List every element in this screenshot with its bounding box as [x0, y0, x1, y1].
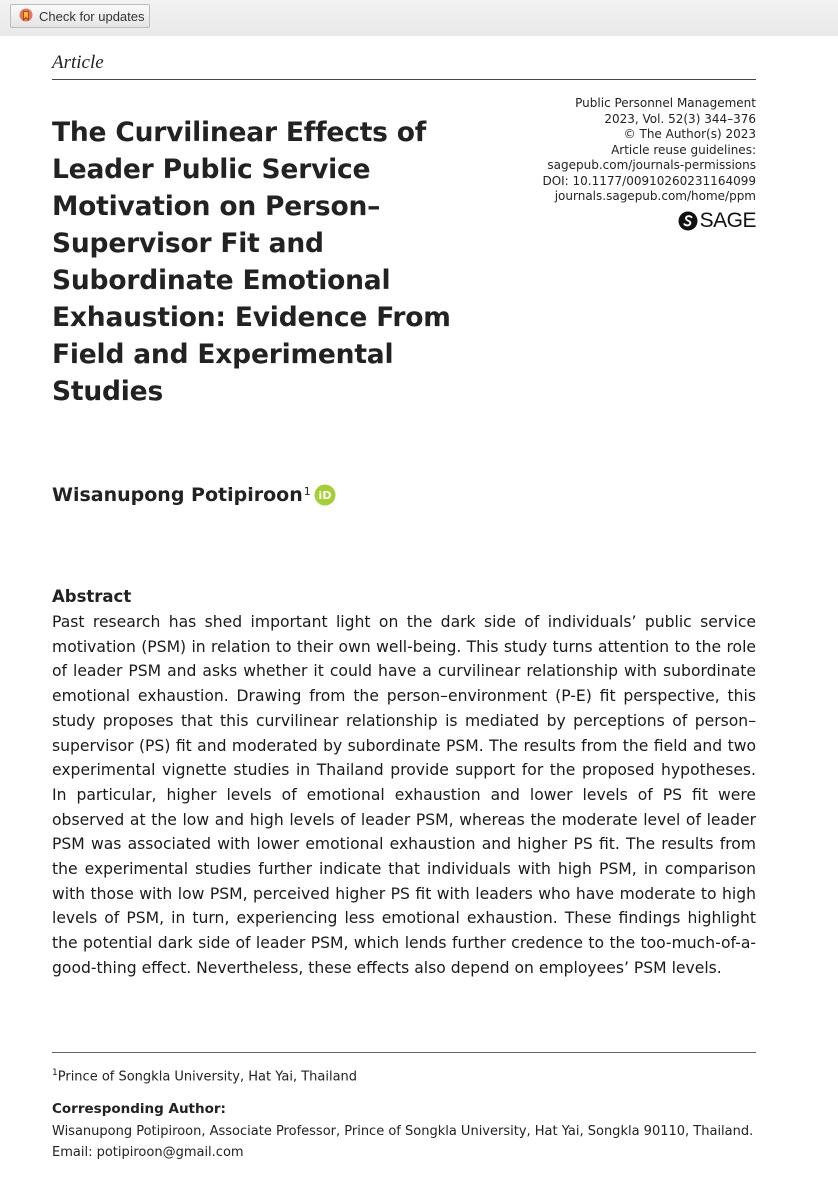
- permissions-link[interactable]: sagepub.com/journals-permissions: [547, 158, 756, 172]
- bookmark-icon: [19, 8, 33, 24]
- abstract-heading: Abstract: [52, 587, 132, 606]
- footnote-divider: [52, 1052, 756, 1053]
- journal-homepage-link[interactable]: journals.sagepub.com/home/ppm: [554, 189, 756, 203]
- orcid-icon-label: iD: [318, 489, 332, 503]
- article-type-label: Article: [52, 52, 104, 73]
- volume-info: 2023, Vol. 52(3) 344–376: [604, 111, 756, 126]
- footnote-affiliation-mark: 1: [52, 1068, 58, 1078]
- affiliation-footnote: [52, 1068, 357, 1084]
- corresponding-author-heading: Corresponding Author:: [52, 1101, 226, 1117]
- journal-name: Public Personnel Management: [575, 96, 756, 110]
- affiliation-text: Prince of Songkla University, Hat Yai, Thailand: [57, 1069, 358, 1085]
- header-divider: [52, 79, 756, 80]
- publication-info: [486, 96, 756, 231]
- top-bar: [0, 0, 838, 36]
- abstract-text: Past research has shed important light on the dark side of individuals’ public service motivation (PSM) in relation to their own well-being. This study turns attention to the role of leader PSM and asks whether it could have a curvilinear relationship with subordinate emotional exhaustion. Drawing from the person–environment (P-E) fit perspective, this study proposes that this curvilinear relationship is mediated by perceptions of person–supervisor (PS) fit and moderated by subordinate PSM. The results from the field and two experimental vignette studies in Thailand provide support for the proposed hypotheses. In particular, higher levels of emotional exhaustion and lower levels of PS fit were observed at the low and high levels of leader PSM, whereas the moderate level of leader PSM was associated with lower emotional exhaustion and higher PS fit. The results from the experimental studies further indicate that individuals with high PSM, in comparison with those with low PSM, perceived higher PS fit with leaders who have moderate to high levels of PSM, in turn, experiencing less emotional exhaustion. These findings highlight the potential dark side of leader PSM, which lends further credence to the too-much-of-a-good-thing effect. Nevertheless, these effects also depend on employees’ PSM levels.: [52, 613, 756, 977]
- author-line: [52, 484, 336, 506]
- sage-logo-text: SAGE: [699, 208, 756, 232]
- sage-s-icon: [678, 211, 698, 231]
- copyright-line: © The Author(s) 2023: [623, 127, 756, 141]
- orcid-icon[interactable]: [314, 484, 336, 506]
- corresponding-author-text: Wisanupong Potipiroon, Associate Professor, Prince of Songkla University, Hat Yai, Songkla 90110, Thailand.: [52, 1124, 754, 1139]
- corresponding-author-block: [52, 1122, 756, 1163]
- doi-line[interactable]: DOI: 10.1177/00910260231164099: [542, 173, 756, 188]
- check-for-updates-button[interactable]: [10, 4, 150, 28]
- sage-logo: [486, 208, 756, 232]
- paper-title: The Curvilinear Effects of Leader Public Service Motivation on Person–Supervisor Fit and Subordinate Emotional Exhaustion: Evidence From Field and Experimental Studies: [52, 117, 451, 407]
- author-affiliation-mark: 1: [303, 485, 311, 498]
- reuse-guidelines-label: Article reuse guidelines:: [611, 142, 756, 157]
- corresponding-author-email[interactable]: Email: potipiroon@gmail.com: [52, 1144, 244, 1160]
- check-for-updates-label: Check for updates: [39, 8, 145, 24]
- author-name: Wisanupong Potipiroon: [52, 484, 303, 506]
